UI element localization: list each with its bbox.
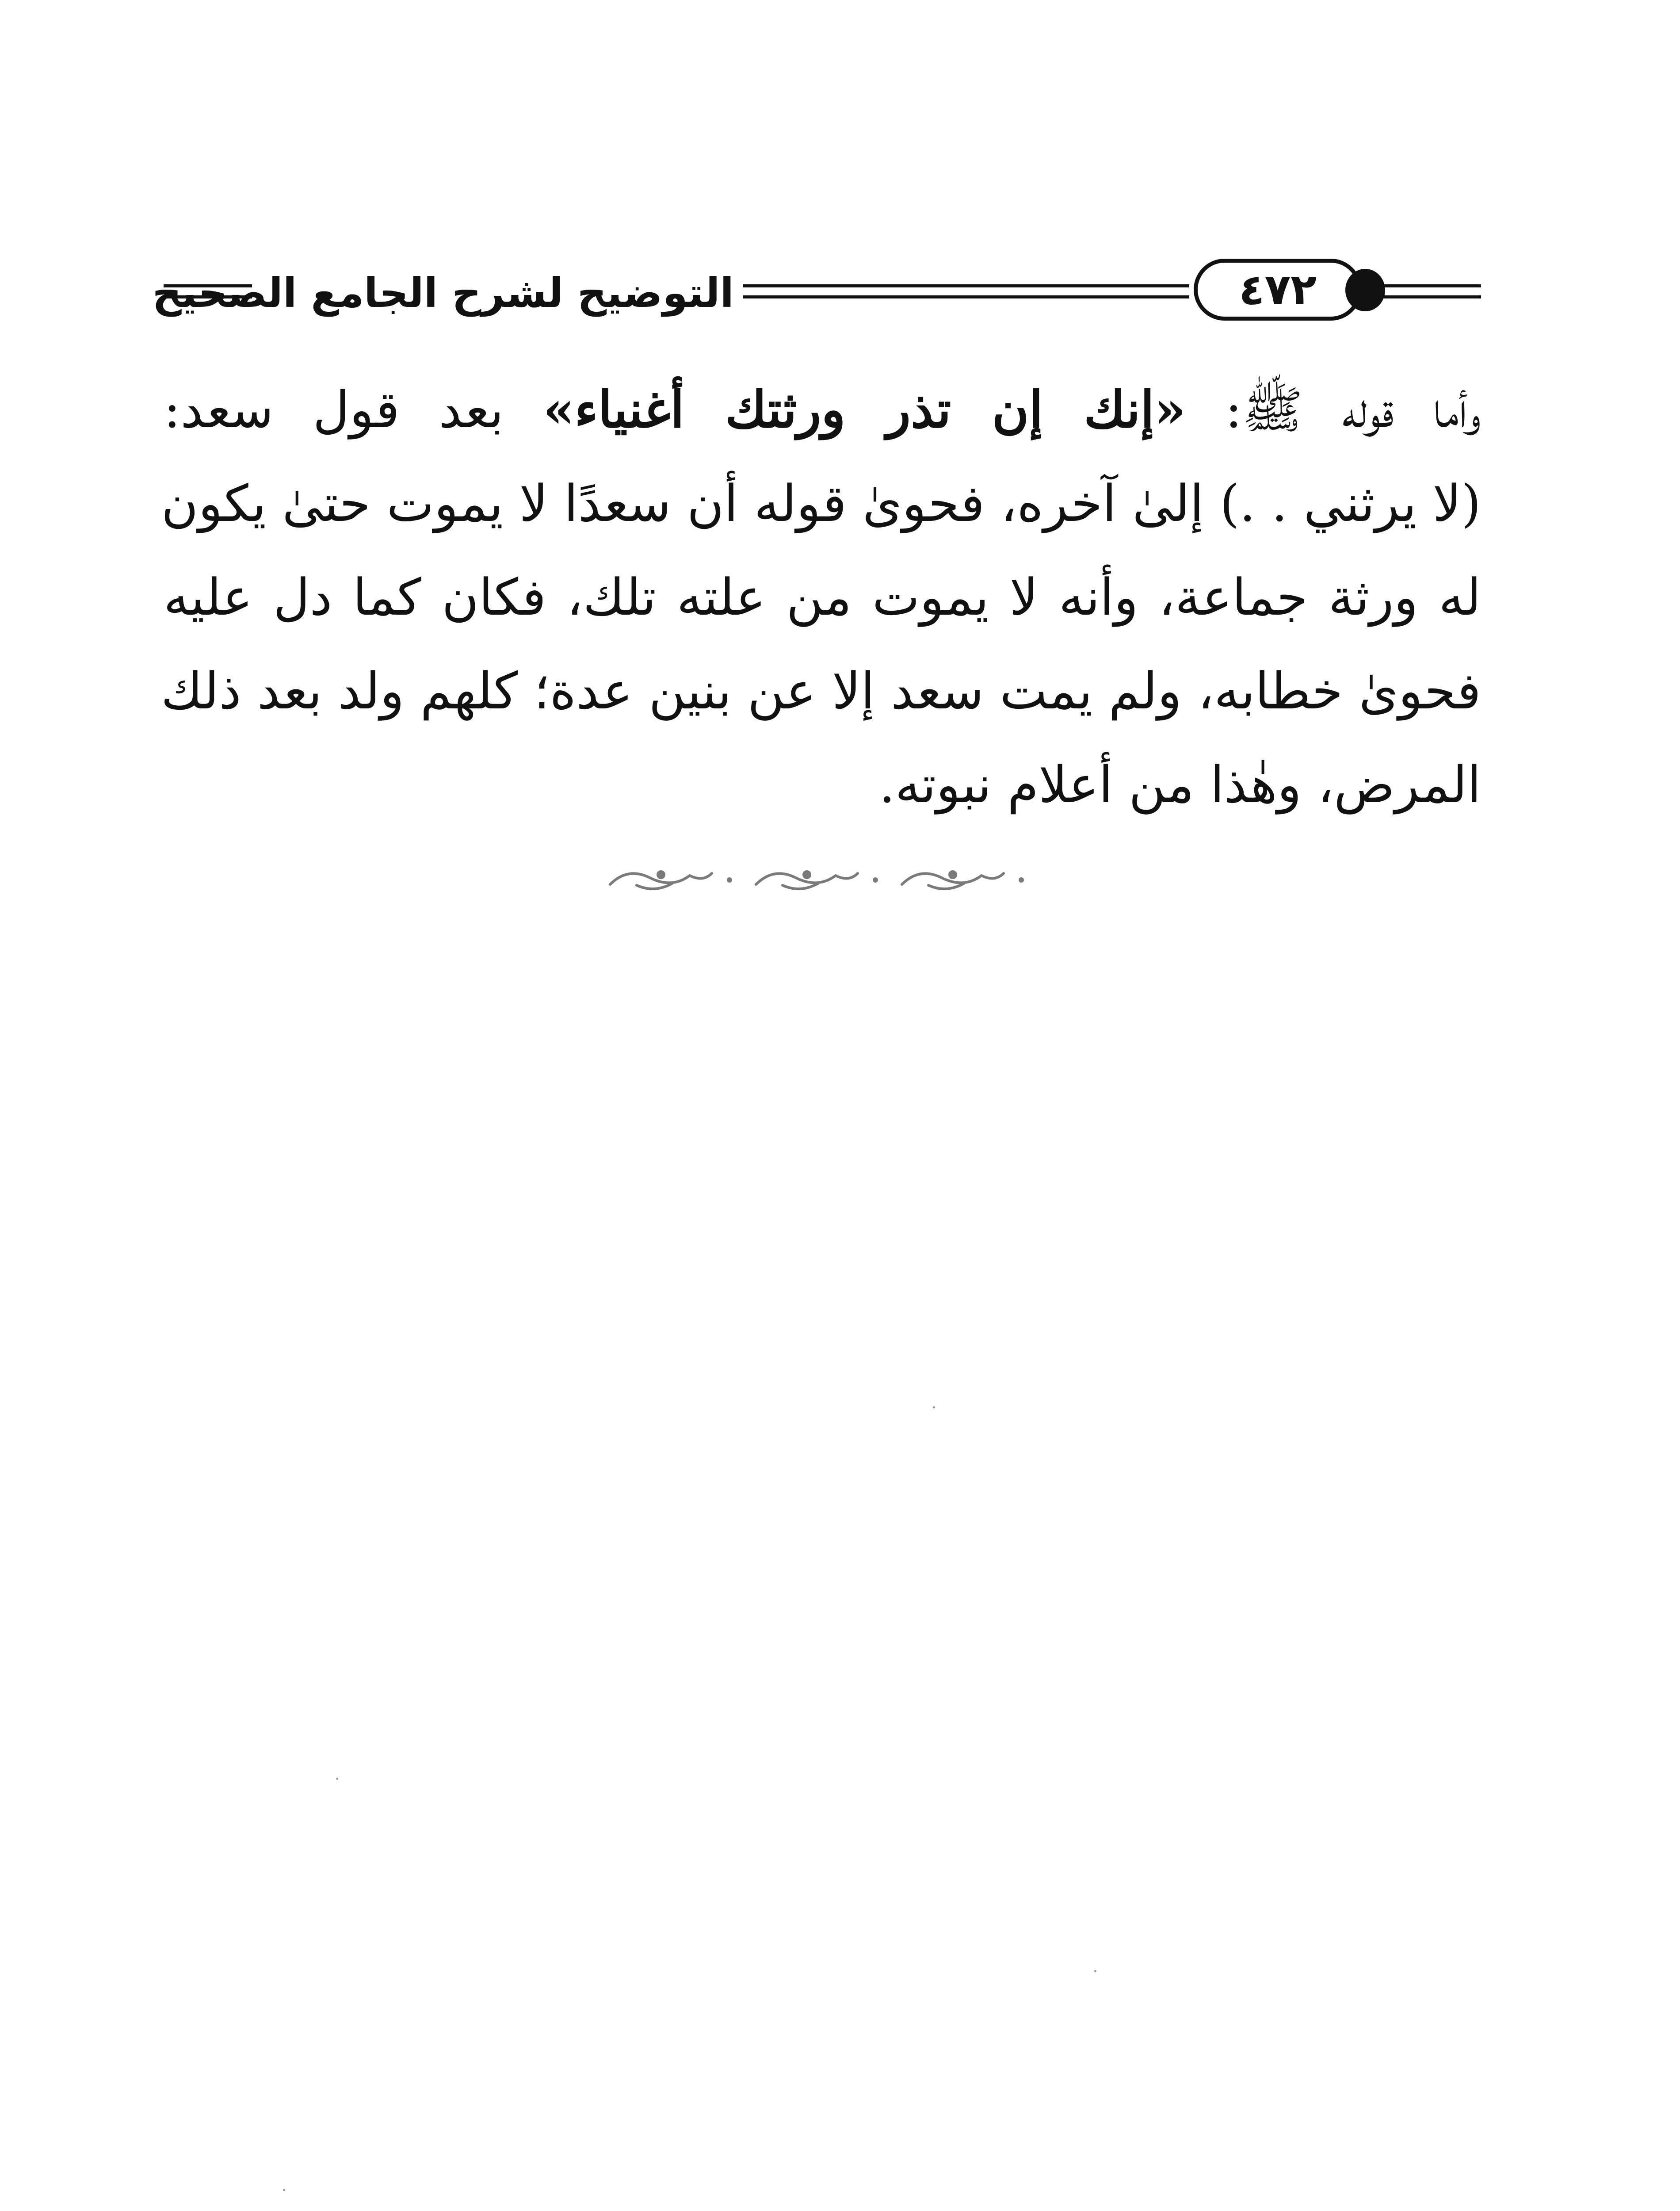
body-line-4: فحوىٰ خطابه، ولم يمت سعد إلا عن بنين عدة؛ كلهم ولد بعد ذلك bbox=[161, 662, 1481, 720]
body-line-1 bbox=[164, 363, 1481, 457]
section-end-ornament bbox=[601, 858, 1035, 898]
header-rule-right bbox=[1366, 284, 1481, 287]
scan-speck bbox=[933, 1406, 935, 1408]
book-title: التوضيح لشرح الجامع الصحيح bbox=[152, 269, 734, 317]
body-line-2: (لا يرثني . .) إلىٰ آخره، فحوىٰ قوله أن سعدًا لا يموت حتىٰ يكون bbox=[161, 474, 1481, 533]
hadith-quote: «إنك إن تذر ورثتك أغنياء» bbox=[543, 380, 1186, 439]
scan-speck bbox=[283, 2189, 285, 2191]
body-line-5: المرض، وهٰذا من أعلام نبوته. bbox=[879, 755, 1481, 814]
body-line-1-end: بعد قول سعد: bbox=[164, 380, 543, 439]
body-line-1-start: وأما قوله ﷺ: bbox=[1186, 380, 1481, 439]
page-number-badge bbox=[1194, 259, 1362, 321]
scan-speck bbox=[1094, 1970, 1096, 1972]
body-paragraph bbox=[161, 363, 1481, 832]
body-line-3: له ورثة جماعة، وأنه لا يموت من علته تلك، فكان كما دل عليه bbox=[164, 568, 1481, 627]
scan-speck bbox=[336, 1778, 338, 1780]
header-rule-middle bbox=[743, 284, 1189, 287]
running-header bbox=[152, 259, 1481, 329]
page-number: ٤٧٢ bbox=[1239, 265, 1317, 314]
